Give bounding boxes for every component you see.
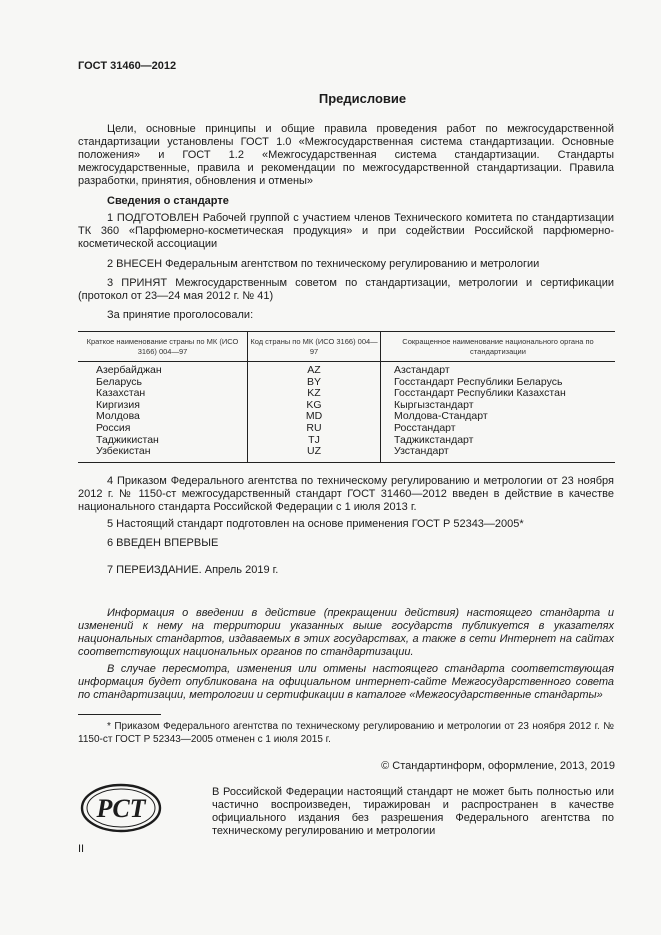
code-cell: KG (248, 400, 381, 412)
body-cell: Госстандарт Республики Казахстан (381, 388, 616, 400)
country-cell: Молдова (96, 410, 140, 423)
item-5: 5 Настоящий стандарт подготовлен на основе применения ГОСТ Р 52343—2005* (107, 518, 524, 530)
code-cell: KZ (248, 388, 381, 400)
item-3: 3 ПРИНЯТ Межгосударственным советом по стандартизации, метрологии и сертификации (протокол от 23—24 мая 2012 г. № 41) (78, 277, 614, 302)
country-cell: Россия (96, 421, 131, 434)
votes-table (78, 331, 615, 463)
voted-label: За принятие проголосовали: (107, 309, 254, 321)
table-row (78, 423, 615, 435)
body-cell: Госстандарт Республики Беларусь (381, 377, 616, 389)
logo-mark: PCT (96, 794, 146, 823)
code-cell: UZ (248, 446, 381, 462)
intro-paragraph: Цели, основные принципы и общие правила проведения работ по межгосударственной стандартизации установлены ГОСТ 1.0 «Межгосударственная система стандартизации. Основные положения» и ГОСТ 1.2 «Межгосударственная система стандартизации. Стандарты межгосударственные, правила и рекомендации по межгосударственной стандартизации. Правила разработки, принятия, обновления и отмены» (78, 123, 614, 187)
body-cell: Азстандарт (381, 362, 616, 377)
body-cell: Кыргызстандарт (381, 400, 616, 412)
country-cell: Узбекистан (78, 446, 248, 462)
body-cell: Таджикстандарт (381, 435, 616, 447)
table-row (78, 400, 615, 412)
body-cell: Узстандарт (381, 446, 616, 462)
item-1: 1 ПОДГОТОВЛЕН Рабочей группой с участием членов Технического комитета по стандартизации ТК 360 «Парфюмерно-косметическая продукция» и при содействии Российской парфюмерно-косметической ассоциации (78, 212, 614, 250)
item-2: 2 ВНЕСЕН Федеральным агентством по техническому регулированию и метрологии (107, 258, 540, 270)
country-cell: Киргизия (96, 398, 140, 411)
table-row (78, 435, 615, 447)
country-cell: Беларусь (96, 375, 142, 388)
code-cell: MD (248, 411, 381, 423)
code-cell: BY (248, 377, 381, 389)
country-cell: Азербайджан (96, 364, 162, 376)
table-row (78, 388, 615, 400)
footnote: * Приказом Федерального агентства по техническому регулированию и метрологии от 23 ноября 2012 г. № 1150-ст ГОСТ Р 52343—2005 отменен с 1 июля 2015 г. (78, 721, 614, 745)
page-number: II (78, 843, 85, 855)
code-cell: AZ (248, 362, 381, 377)
item-7: 7 ПЕРЕИЗДАНИЕ. Апрель 2019 г. (107, 564, 279, 576)
page-title: Предисловие (318, 91, 407, 106)
header-country: Краткое наименование страны по МК (ИСО 3166) 004—97 (78, 332, 248, 362)
table-row (78, 411, 615, 423)
code-cell: TJ (248, 435, 381, 447)
votes-table-header-row (78, 332, 615, 362)
table-row (78, 362, 615, 377)
item-4: 4 Приказом Федерального агентства по техническому регулированию и метрологии от 23 ноября 2012 г. № 1150-ст межгосударственный стандарт ГОСТ 31460—2012 введен в действие в качестве национального стандарта Российской Федерации с 1 июля 2013 г. (78, 475, 614, 513)
country-cell: Таджикистан (96, 433, 159, 446)
footnote-divider (78, 714, 161, 715)
body-cell: Молдова-Стандарт (381, 411, 616, 423)
country-cell: Казахстан (96, 387, 146, 400)
body-cell: Росстандарт (381, 423, 616, 435)
rst-certification-mark-icon (80, 783, 162, 833)
doc-code-header: ГОСТ 31460—2012 (78, 60, 177, 72)
header-national-body: Сокращенное наименование национального органа по стандартизации (381, 332, 616, 362)
item-6: 6 ВВЕДЕН ВПЕРВЫЕ (107, 537, 219, 549)
code-cell: RU (248, 423, 381, 435)
standard-info-heading: Сведения о стандарте (107, 195, 229, 207)
table-row (78, 446, 615, 462)
copyright-line: © Стандартинформ, оформление, 2013, 2019 (381, 760, 615, 772)
info-note-2: В случае пересмотра, изменения или отмены настоящего стандарта соответствующая информация будет опубликована на официальном интернет-сайте Межгосударственного совета по стандартизации, метрологии и сертификации в каталоге «Межгосударственные стандарты» (78, 663, 614, 701)
header-country-code: Код страны по МК (ИСО 3166) 004—97 (248, 332, 381, 362)
rights-notice: В Российской Федерации настоящий стандарт не может быть полностью или частично воспроизведен, тиражирован и распространен в качестве официального издания без разрешения Федерального агентства по техническому регулированию и метрологии (212, 786, 614, 837)
info-note-1: Информация о введении в действие (прекращении действия) настоящего стандарта и изменений к нему на территории указанных выше государств публикуется в указателях национальных стандартов, издаваемых в этих государствах, а также в сети Интернет на сайтах соответствующих национальных органов по стандартизации. (78, 607, 614, 658)
